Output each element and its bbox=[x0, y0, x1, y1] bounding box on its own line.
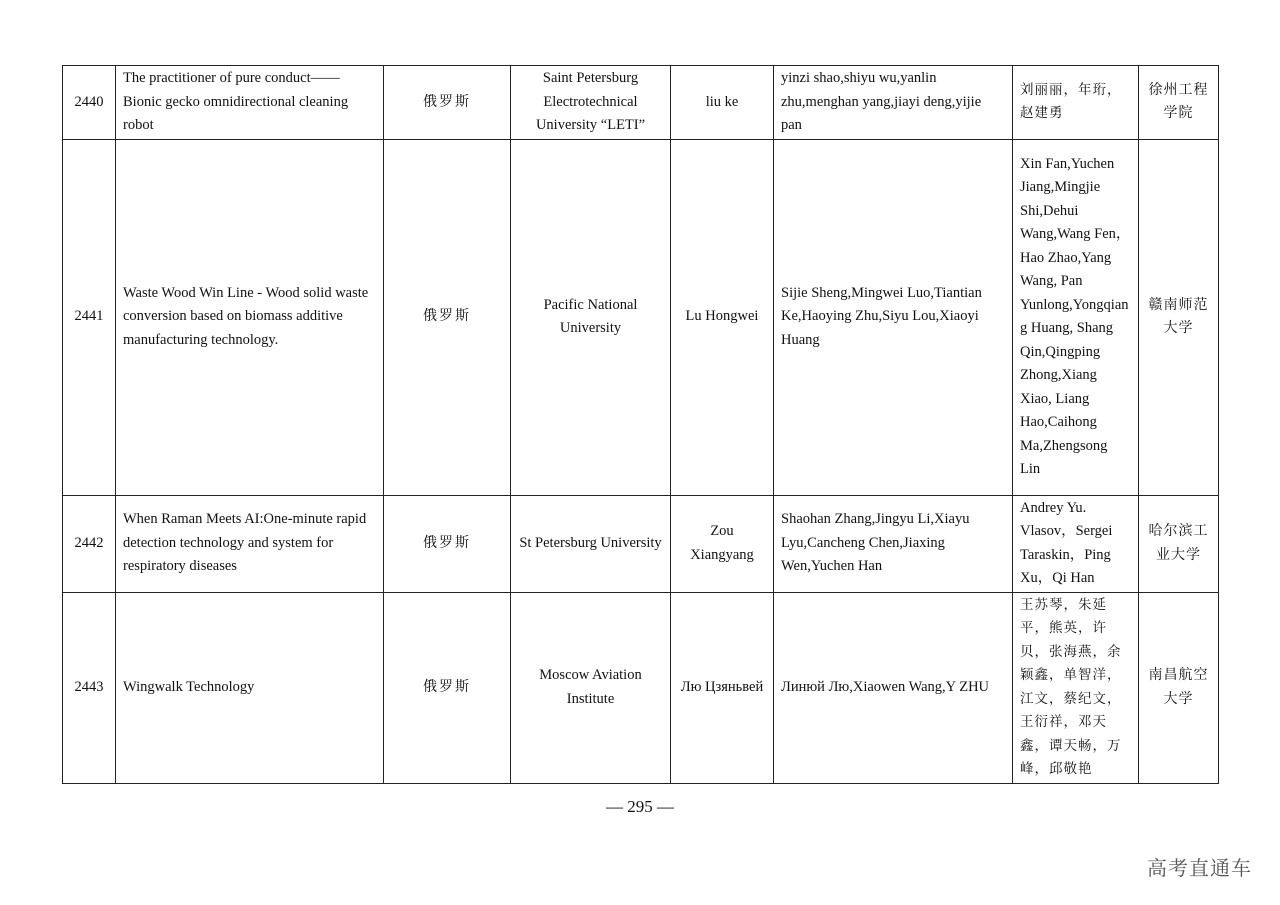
school: 哈尔滨工业大学 bbox=[1139, 495, 1219, 592]
table-row bbox=[63, 592, 1219, 783]
country: 俄罗斯 bbox=[384, 592, 511, 783]
table-row bbox=[63, 139, 1219, 495]
entries-table bbox=[62, 65, 1219, 784]
school: 徐州工程学院 bbox=[1139, 66, 1219, 140]
project-title: The practitioner of pure conduct——Bionic gecko omnidirectional cleaning robot bbox=[116, 66, 384, 140]
advisors: Andrey Yu. Vlasov，Sergei Taraskin，Ping Xu，Qi Han bbox=[1013, 495, 1139, 592]
page-number: — 295 — bbox=[606, 797, 674, 816]
team-members: Sijie Sheng,Mingwei Luo,Tiantian Ke,Haoying Zhu,Siyu Lou,Xiaoyi Huang bbox=[774, 139, 1013, 495]
entry-number: 2443 bbox=[63, 592, 116, 783]
school: 南昌航空大学 bbox=[1139, 592, 1219, 783]
university: Pacific National University bbox=[511, 139, 671, 495]
team-leader: Zou Xiangyang bbox=[671, 495, 774, 592]
entry-number: 2440 bbox=[63, 66, 116, 140]
table-row bbox=[63, 495, 1219, 592]
advisors: 王苏琴，朱延平，熊英，许贝，张海燕，余颖鑫，单智洋，江文，蔡纪文，王衍祥，邓天鑫，谭天畅，万峰，邱敬艳 bbox=[1013, 592, 1139, 783]
team-members: Shaohan Zhang,Jingyu Li,Xiayu Lyu,Cancheng Chen,Jiaxing Wen,Yuchen Han bbox=[774, 495, 1013, 592]
team-members: yinzi shao,shiyu wu,yanlin zhu,menghan yang,jiayi deng,yijie pan bbox=[774, 66, 1013, 140]
project-title: When Raman Meets AI:One-minute rapid detection technology and system for respiratory diseases bbox=[116, 495, 384, 592]
watermark: 高考直通车 bbox=[1147, 856, 1252, 880]
university: St Petersburg University bbox=[511, 495, 671, 592]
entry-number: 2441 bbox=[63, 139, 116, 495]
team-leader: Lu Hongwei bbox=[671, 139, 774, 495]
table-row bbox=[63, 66, 1219, 140]
university: Moscow Aviation Institute bbox=[511, 592, 671, 783]
advisors: Xin Fan,Yuchen Jiang,Mingjie Shi,Dehui Wang,Wang Fen，Hao Zhao,Yang Wang, Pan Yunlong,Yongqiang Huang, Shang Qin,Qingping Zhong,Xiang Xiao, Liang Hao,Caihong Ma,Zhengsong Lin bbox=[1013, 139, 1139, 495]
country: 俄罗斯 bbox=[384, 66, 511, 140]
advisors: 刘丽丽，年珩，赵建勇 bbox=[1013, 66, 1139, 140]
team-members: Линюй Лю,Xiaowen Wang,Y ZHU bbox=[774, 592, 1013, 783]
team-leader: liu ke bbox=[671, 66, 774, 140]
project-title: Wingwalk Technology bbox=[116, 592, 384, 783]
country: 俄罗斯 bbox=[384, 139, 511, 495]
entry-number: 2442 bbox=[63, 495, 116, 592]
country: 俄罗斯 bbox=[384, 495, 511, 592]
university: Saint Petersburg Electrotechnical University “LETI” bbox=[511, 66, 671, 140]
team-leader: Лю Цзяньвей bbox=[671, 592, 774, 783]
project-title: Waste Wood Win Line - Wood solid waste conversion based on biomass additive manufacturing technology. bbox=[116, 139, 384, 495]
school: 赣南师范大学 bbox=[1139, 139, 1219, 495]
